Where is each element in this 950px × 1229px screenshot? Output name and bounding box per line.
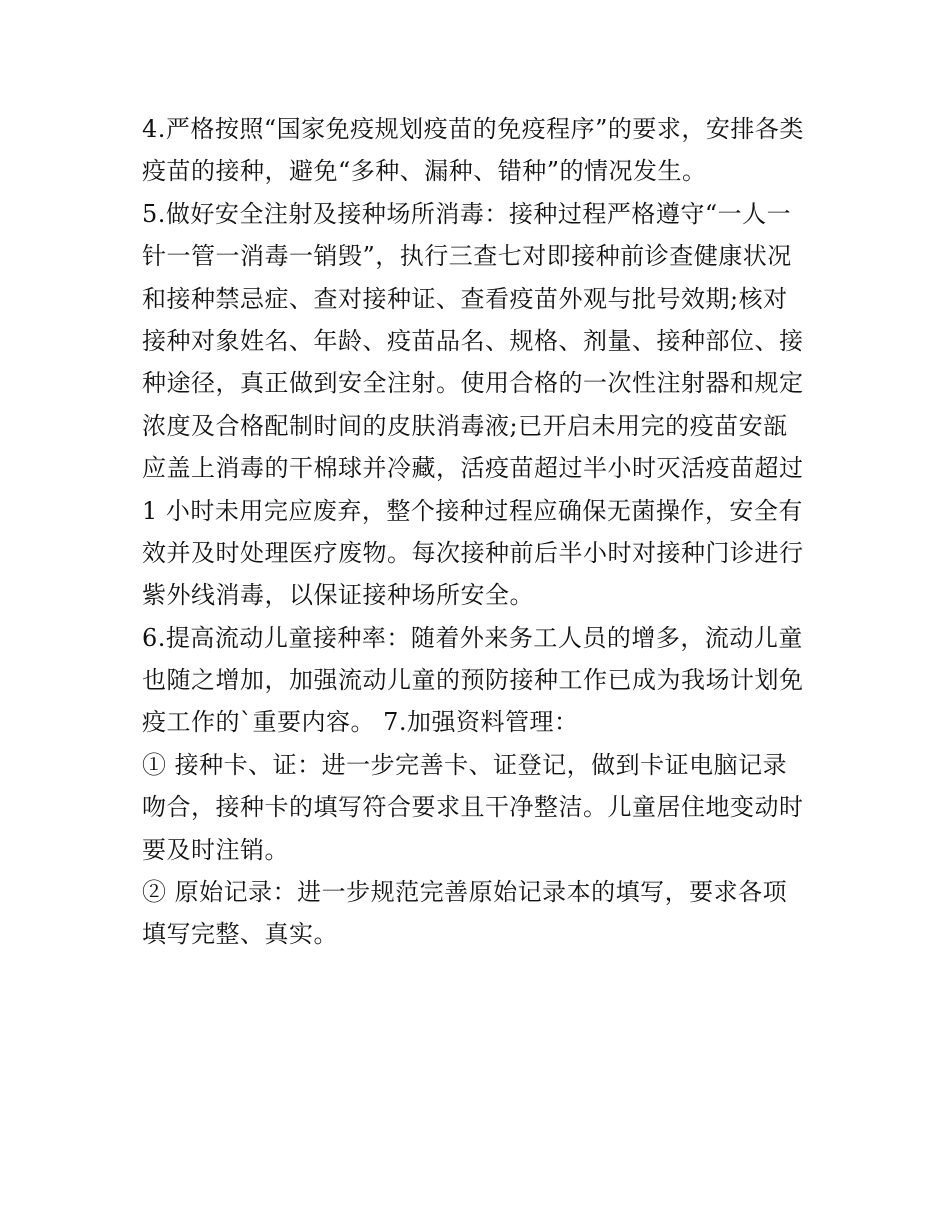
text-line: 4.严格按照“国家免疫规划疫苗的免疫程序”的要求，安排各类 (142, 115, 804, 143)
text-line: 效并及时处理医疗废物。每次接种前后半小时对接种门诊进行 (142, 538, 804, 567)
text-line: 1 小时未用完应废弃，整个接种过程应确保无菌操作，安全有 (142, 496, 803, 525)
text-line: 吻合，接种卡的填写符合要求且干净整洁。儿童居住地变动时 (142, 793, 804, 822)
text-line: 疫工作的`重要内容。 7.加强资料管理： (142, 708, 579, 737)
text-line: 疫苗的接种，避免“多种、漏种、错种”的情况发生。 (142, 157, 707, 186)
text-line: 种途径，真正做到安全注射。使用合格的一次性注射器和规定 (142, 369, 804, 398)
text-line: 接种对象姓名、年龄、疫苗品名、规格、剂量、接种部位、接 (142, 326, 804, 355)
text-line: 5.做好安全注射及接种场所消毒：接种过程严格遵守“一人一 (142, 199, 792, 228)
text-line: 6.提高流动儿童接种率：随着外来务工人员的增多，流动儿童 (142, 623, 803, 652)
text-line: 和接种禁忌症、查对接种证、查看疫苗外观与批号效期;核对 (142, 284, 788, 313)
text-line: 针一管一消毒一销毁”，执行三查七对即接种前诊查健康状况 (142, 242, 792, 271)
text-line: ② 原始记录：进一步规范完善原始记录本的填写，要求各项 (142, 878, 788, 907)
text-line: ① 接种卡、证：进一步完善卡、证登记，做到卡证电脑记录 (142, 750, 788, 779)
text-line: 浓度及合格配制时间的皮肤消毒液;已开启未用完的疫苗安瓿 (142, 411, 788, 440)
text-line: 也随之增加，加强流动儿童的预防接种工作已成为我场计划免 (142, 666, 804, 695)
text-line: 紫外线消毒，以保证接种场所安全。 (142, 581, 534, 610)
text-line: 填写完整、真实。 (142, 920, 338, 949)
document-body (142, 108, 822, 956)
text-line: 要及时注销。 (142, 835, 289, 864)
text-line: 应盖上消毒的干棉球并冷藏，活疫苗超过半小时灭活疫苗超过 (142, 454, 804, 483)
